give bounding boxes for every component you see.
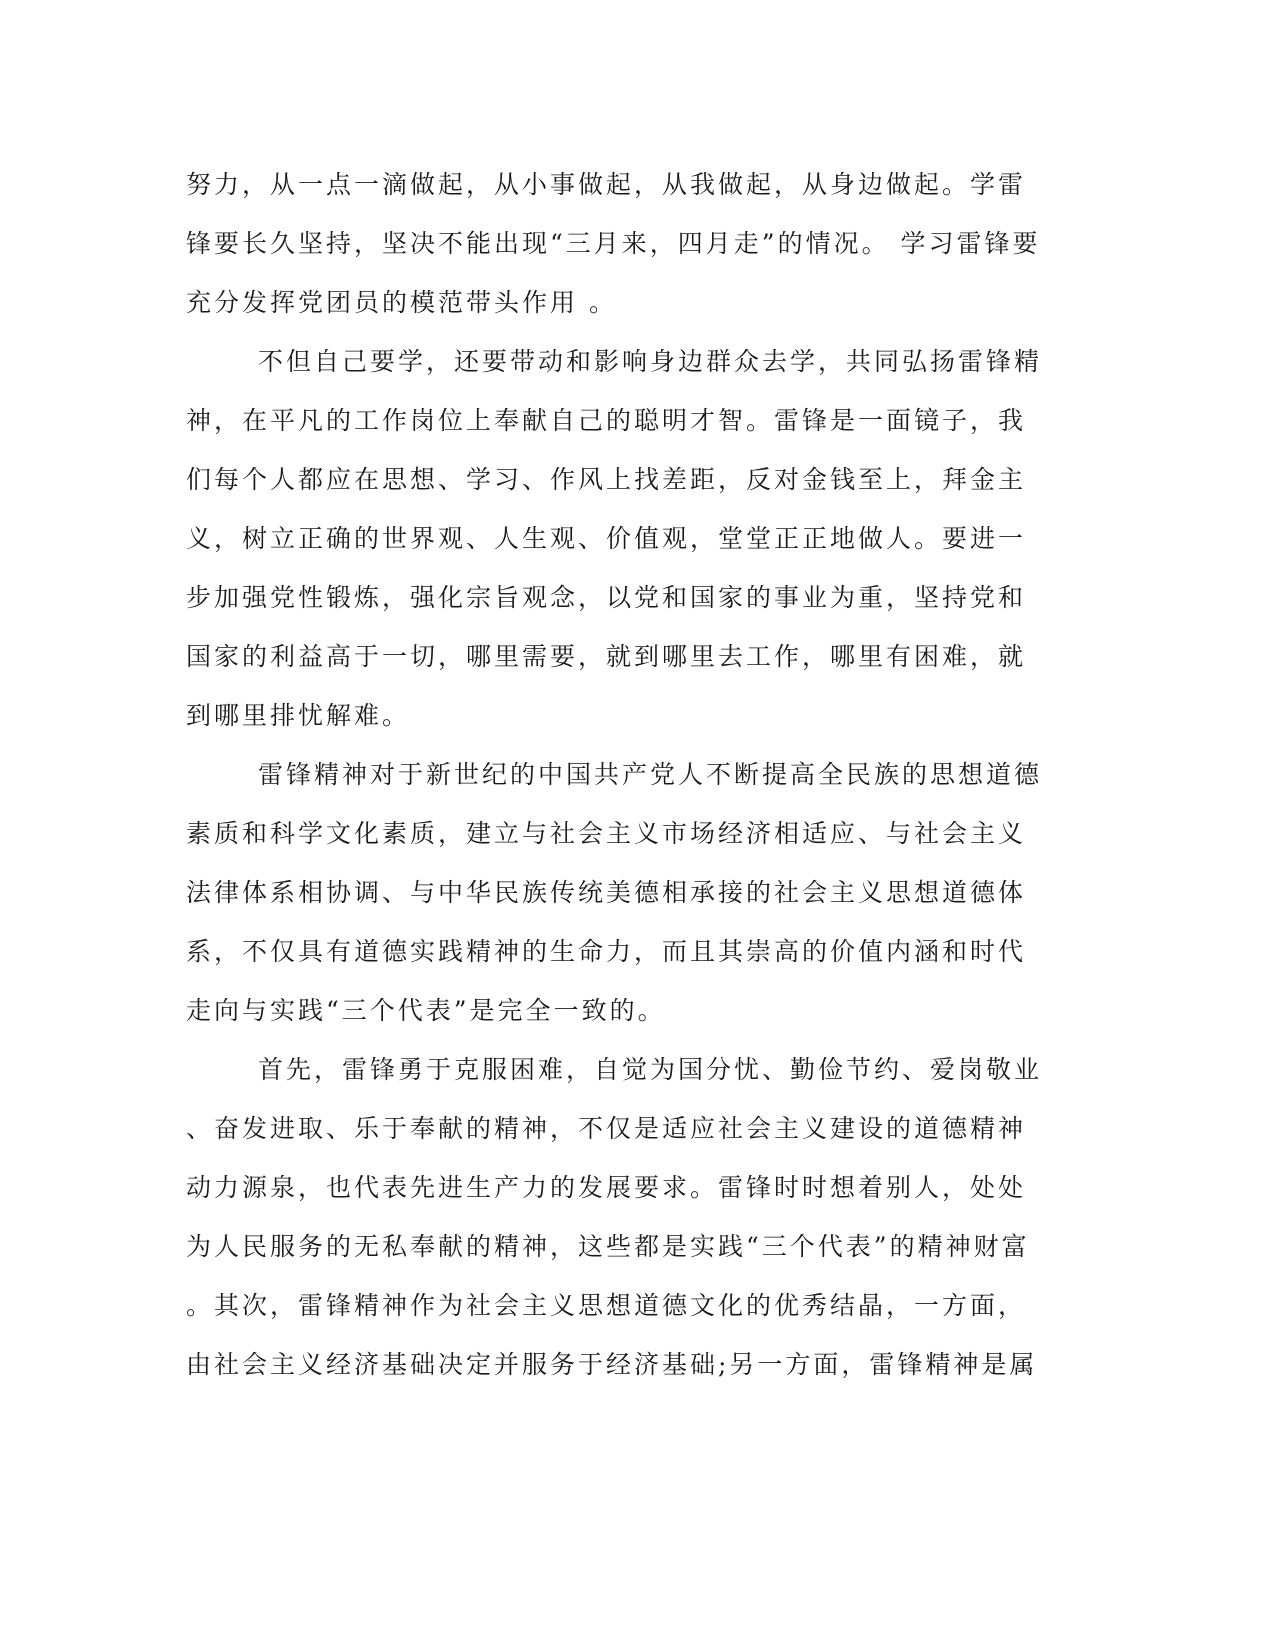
text-line: 首先，雷锋勇于克服困难，自觉为国分忧、勤俭节约、爱岗敬业 (258, 1055, 1043, 1084)
text-line: 锋要长久坚持，坚决不能出现“三月来，四月走”的情况。 学习雷锋要 (186, 229, 1041, 258)
text-line: 努力，从一点一滴做起，从小事做起，从我做起，从身边做起。学雷 (186, 170, 1027, 199)
paragraph-1 (186, 155, 1066, 332)
paragraph-4 (186, 1040, 1066, 1394)
text-line: 法律体系相协调、与中华民族传统美德相承接的社会主义思想道德体 (186, 878, 1027, 907)
text-line: 们每个人都应在思想、学习、作风上找差距，反对金钱至上，拜金主 (186, 465, 1027, 494)
text-line: 由社会主义经济基础决定并服务于经济基础;另一方面，雷锋精神是属 (186, 1350, 1038, 1379)
text-line: 为人民服务的无私奉献的精神，这些都是实践“三个代表”的精神财富 (186, 1232, 1030, 1261)
text-line: 充分发挥党团员的模范带头作用 。 (186, 288, 617, 317)
text-line: 动力源泉，也代表先进生产力的发展要求。雷锋时时想着别人，处处 (186, 1173, 1027, 1202)
text-line: 。其次，雷锋精神作为社会主义思想道德文化的优秀结晶，一方面， (186, 1291, 1027, 1320)
text-line: 步加强党性锻炼，强化宗旨观念，以党和国家的事业为重，坚持党和 (186, 583, 1027, 612)
text-line: 不但自己要学，还要带动和影响身边群众去学，共同弘扬雷锋精 (258, 347, 1043, 376)
text-line: 素质和科学文化素质，建立与社会主义市场经济相适应、与社会主义 (186, 819, 1027, 848)
text-line: 到哪里排忧解难。 (186, 701, 411, 730)
paragraph-2 (186, 332, 1066, 745)
text-line: 系，不仅具有道德实践精神的生命力，而且其崇高的价值内涵和时代 (186, 937, 1027, 966)
text-line: 走向与实践“三个代表”是完全一致的。 (186, 996, 666, 1025)
text-line: 神，在平凡的工作岗位上奉献自己的聪明才智。雷锋是一面镜子，我 (186, 406, 1027, 435)
text-line: 国家的利益高于一切，哪里需要，就到哪里去工作，哪里有困难，就 (186, 642, 1027, 671)
text-line: 义，树立正确的世界观、人生观、价值观，堂堂正正地做人。要进一 (186, 524, 1027, 553)
document-body (186, 155, 1066, 1394)
text-line: 雷锋精神对于新世纪的中国共产党人不断提高全民族的思想道德 (258, 760, 1043, 789)
text-line: 、奋发进取、乐于奉献的精神，不仅是适应社会主义建设的道德精神 (186, 1114, 1027, 1143)
paragraph-3 (186, 745, 1066, 1040)
